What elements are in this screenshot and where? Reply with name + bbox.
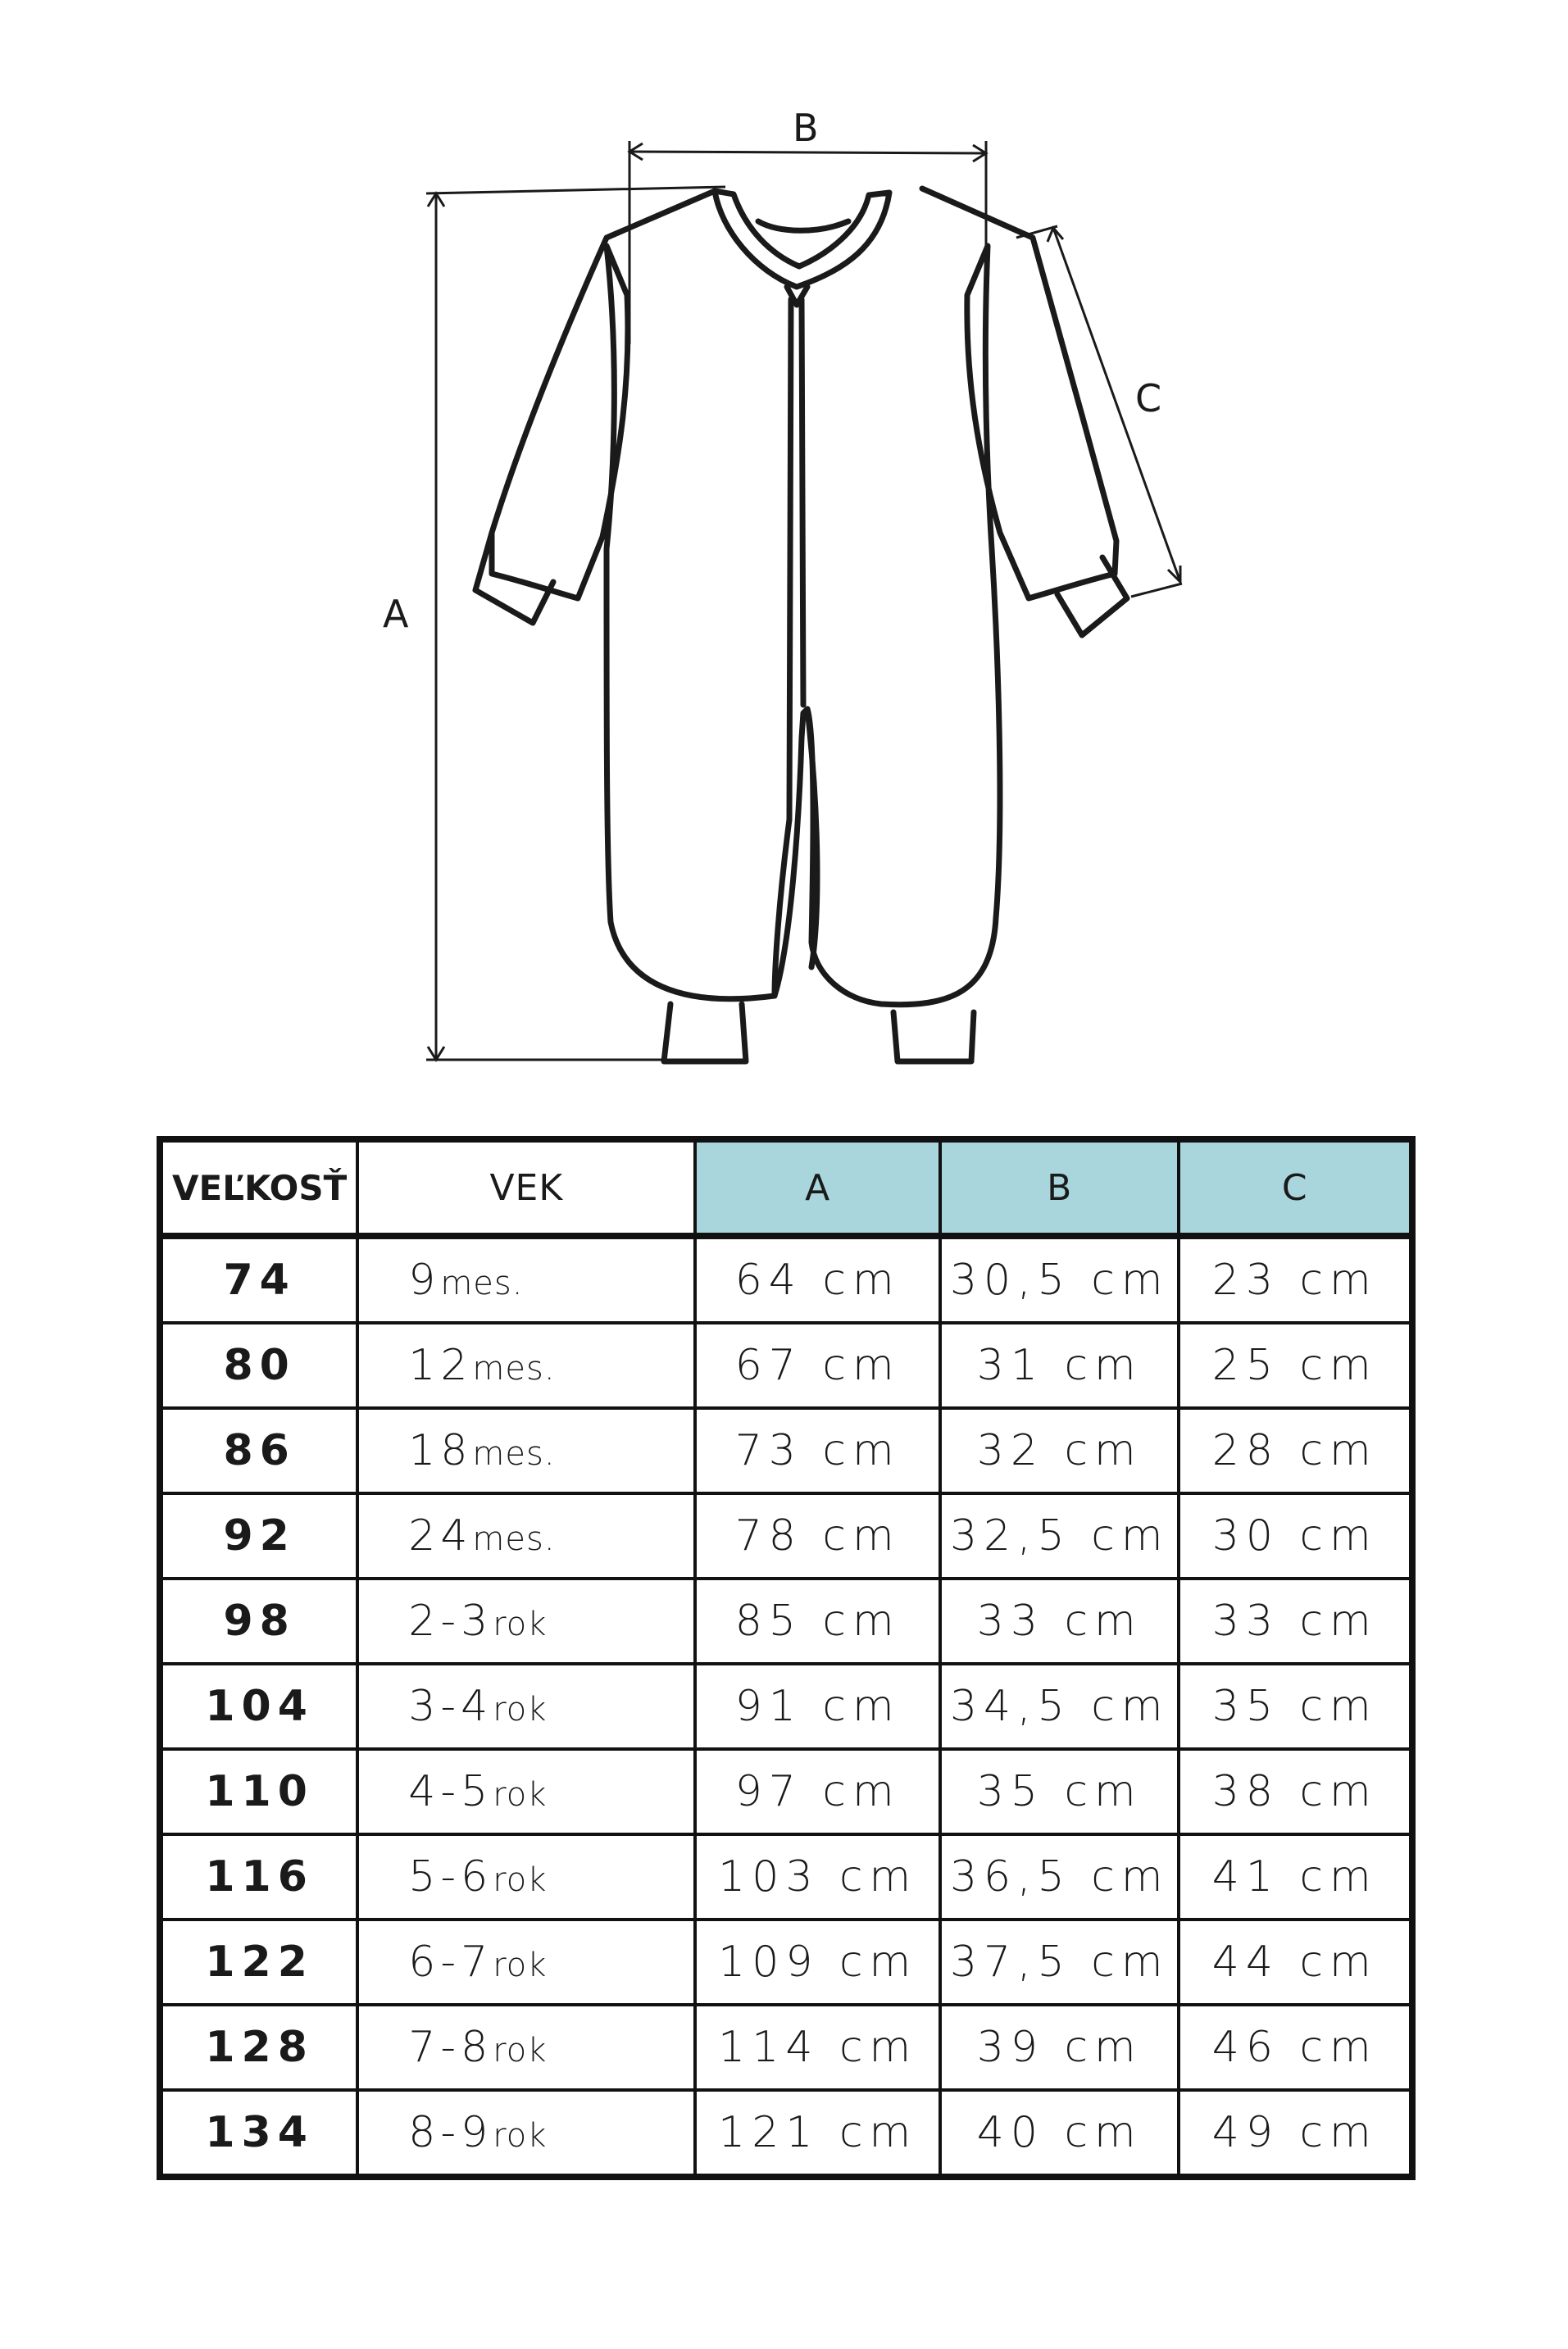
age-unit: rok: [493, 1947, 548, 1984]
age-unit: mes.: [472, 1520, 556, 1558]
age-cell: [357, 1749, 695, 1834]
size-cell: 98: [160, 1579, 357, 1664]
measure-b-cell: 30,5 cm: [940, 1236, 1179, 1323]
measure-c-cell: 49 cm: [1179, 2090, 1412, 2177]
measure-b-cell: 34,5 cm: [940, 1664, 1179, 1749]
header-a: A: [695, 1139, 940, 1236]
size-cell: 134: [160, 2090, 357, 2177]
age-number: 9: [408, 1256, 441, 1305]
measure-c-cell: 46 cm: [1179, 2005, 1412, 2090]
age-cell: [357, 1920, 695, 2005]
measure-b-cell: 32 cm: [940, 1408, 1179, 1493]
age-number: 2-3: [408, 1597, 493, 1646]
garment-diagram: [0, 0, 1568, 1098]
size-cell: 116: [160, 1834, 357, 1920]
right-leg-cuff: [893, 1012, 974, 1061]
age-cell: [357, 1323, 695, 1408]
dimension-label-a: A: [383, 592, 409, 636]
age-cell: [357, 1493, 695, 1579]
measure-c-cell: 35 cm: [1179, 1664, 1412, 1749]
table-header-row: [160, 1139, 1412, 1236]
measure-a-cell: 78 cm: [695, 1493, 940, 1579]
table-body: [160, 1236, 1412, 2177]
age-unit: rok: [493, 1691, 548, 1729]
age-unit: mes.: [472, 1435, 556, 1473]
age-number: 12: [408, 1341, 473, 1390]
age-cell: [357, 1834, 695, 1920]
measure-a-cell: 91 cm: [695, 1664, 940, 1749]
table-row: [160, 1749, 1412, 1834]
header-b: B: [940, 1139, 1179, 1236]
table-row: [160, 1664, 1412, 1749]
age-unit: rok: [493, 1606, 548, 1643]
size-cell: 80: [160, 1323, 357, 1408]
measure-c-cell: 28 cm: [1179, 1408, 1412, 1493]
size-cell: 74: [160, 1236, 357, 1323]
measure-c-cell: 23 cm: [1179, 1236, 1412, 1323]
measure-a-cell: 64 cm: [695, 1236, 940, 1323]
measure-c-cell: 38 cm: [1179, 1749, 1412, 1834]
age-number: 8-9: [408, 2108, 493, 2157]
table-row: [160, 2005, 1412, 2090]
table-row: [160, 2090, 1412, 2177]
measure-b-cell: 31 cm: [940, 1323, 1179, 1408]
table-row: [160, 1920, 1412, 2005]
measure-a-cell: 97 cm: [695, 1749, 940, 1834]
measure-a-cell: 103 cm: [695, 1834, 940, 1920]
measure-b-cell: 33 cm: [940, 1579, 1179, 1664]
measure-a-cell: 85 cm: [695, 1579, 940, 1664]
size-cell: 122: [160, 1920, 357, 2005]
size-cell: 128: [160, 2005, 357, 2090]
dimension-label-c: C: [1135, 376, 1162, 420]
collar: [715, 191, 889, 287]
age-number: 7-8: [408, 2023, 493, 2072]
table-row: [160, 1579, 1412, 1664]
size-chart-table: [157, 1136, 1416, 2180]
measure-b-cell: 32,5 cm: [940, 1493, 1179, 1579]
age-number: 3-4: [408, 1682, 493, 1731]
measure-a-cell: 114 cm: [695, 2005, 940, 2090]
age-cell: [357, 1579, 695, 1664]
measure-c-cell: 30 cm: [1179, 1493, 1412, 1579]
header-age: VEK: [357, 1139, 695, 1236]
table-row: [160, 1323, 1412, 1408]
age-cell: [357, 1236, 695, 1323]
measure-c-cell: 44 cm: [1179, 1920, 1412, 2005]
dimension-line-b: [629, 152, 986, 153]
header-c: C: [1179, 1139, 1412, 1236]
measure-a-cell: 73 cm: [695, 1408, 940, 1493]
age-cell: [357, 2005, 695, 2090]
measure-b-cell: 36,5 cm: [940, 1834, 1179, 1920]
age-unit: rok: [493, 2032, 548, 2070]
measure-a-cell: 109 cm: [695, 1920, 940, 2005]
age-unit: mes.: [440, 1265, 524, 1302]
table-row: [160, 1236, 1412, 1323]
age-number: 18: [408, 1426, 473, 1475]
age-number: 4-5: [408, 1767, 493, 1816]
measure-b-cell: 37,5 cm: [940, 1920, 1179, 2005]
age-unit: rok: [493, 1776, 548, 1814]
measure-a-cell: 121 cm: [695, 2090, 940, 2177]
table-row: [160, 1493, 1412, 1579]
age-cell: [357, 2090, 695, 2177]
table-row: [160, 1834, 1412, 1920]
size-cell: 86: [160, 1408, 357, 1493]
measure-b-cell: 40 cm: [940, 2090, 1179, 2177]
measure-a-cell: 67 cm: [695, 1323, 940, 1408]
age-cell: [357, 1664, 695, 1749]
measure-c-cell: 33 cm: [1179, 1579, 1412, 1664]
age-number: 5-6: [408, 1852, 493, 1901]
size-cell: 104: [160, 1664, 357, 1749]
measure-c-cell: 41 cm: [1179, 1834, 1412, 1920]
dimension-label-b: B: [793, 106, 819, 150]
age-unit: rok: [493, 2117, 548, 2155]
left-leg-cuff: [664, 1004, 746, 1061]
table-row: [160, 1408, 1412, 1493]
header-size: VEĽKOSŤ: [160, 1139, 357, 1236]
measure-b-cell: 35 cm: [940, 1749, 1179, 1834]
age-number: 6-7: [408, 1938, 493, 1987]
age-cell: [357, 1408, 695, 1493]
age-unit: rok: [493, 1861, 548, 1899]
measure-c-cell: 25 cm: [1179, 1323, 1412, 1408]
measure-b-cell: 39 cm: [940, 2005, 1179, 2090]
size-cell: 92: [160, 1493, 357, 1579]
size-cell: 110: [160, 1749, 357, 1834]
age-unit: mes.: [472, 1350, 556, 1388]
age-number: 24: [408, 1511, 473, 1561]
